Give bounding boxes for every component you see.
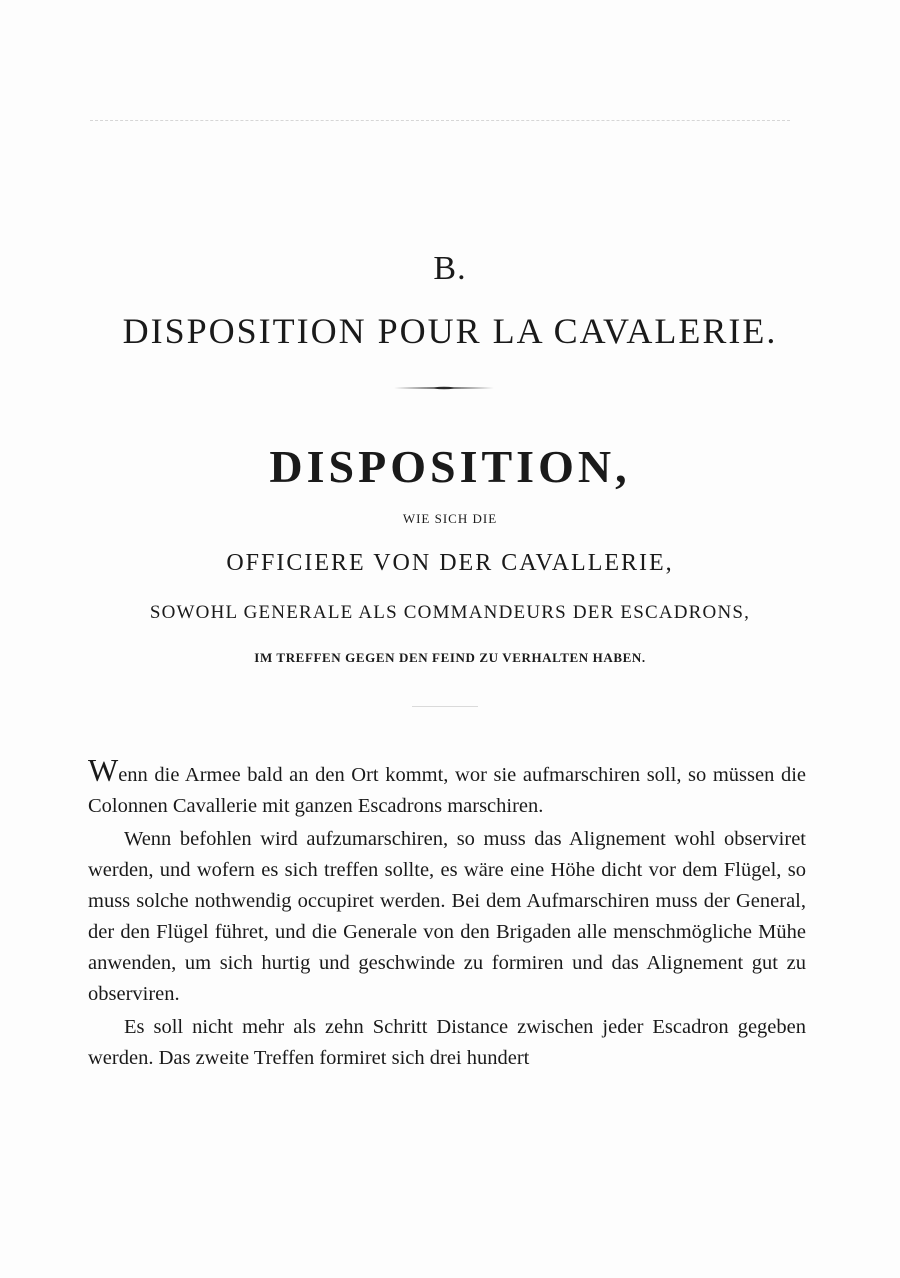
small-divider-rule [412,706,478,707]
subtitle-line-4: IM TREFFEN GEGEN DEN FEIND ZU VERHALTEN HABEN. [254,650,646,665]
paragraph-2: Wenn befohlen wird aufzumarschiren, so muss das Alignement wohl observiret werden, und wofern es sich treffen sollte, es wäre eine Höhe dicht vor dem Flügel, so muss solche nothwendig occupiret werden. Bei dem Aufmarschiren muss der General, der den Flügel führet, und die Generale von den Brigaden alle menschmögliche Mühe anwenden, um sich hurtig und geschwinde zu formiren und das Alignement gut zu observiren. [88,828,806,1005]
subtitle-line-1: WIE SICH DIE [402,511,498,526]
subtitle-line-2: OFFICIERE VON DER CAVALLERIE, [226,550,674,576]
paragraph-1 [88,752,806,822]
ornament-divider-icon [394,386,494,390]
paragraph-1-text: enn die Armee bald an den Ort kommt, wor sie aufmarschiren soll, so müssen die Colonnen Cavallerie mit ganzen Escadrons marschiren. [88,764,806,817]
subtitle-line-3: SOWOHL GENERALE ALS COMMANDEURS DER ESCADRONS, [149,602,751,623]
body-text [88,752,806,1076]
section-title: DISPOSITION POUR LA CAVALERIE. [122,311,778,351]
paragraph-3: Es soll nicht mehr als zehn Schritt Distance zwischen jeder Escadron gegeben werden. Das zweite Treffen formiret sich drei hundert [88,1016,806,1069]
top-dashed-rule [90,120,790,121]
drop-cap: W [88,752,119,788]
section-letter: B. [433,250,467,287]
main-title: DISPOSITION, [269,441,631,492]
